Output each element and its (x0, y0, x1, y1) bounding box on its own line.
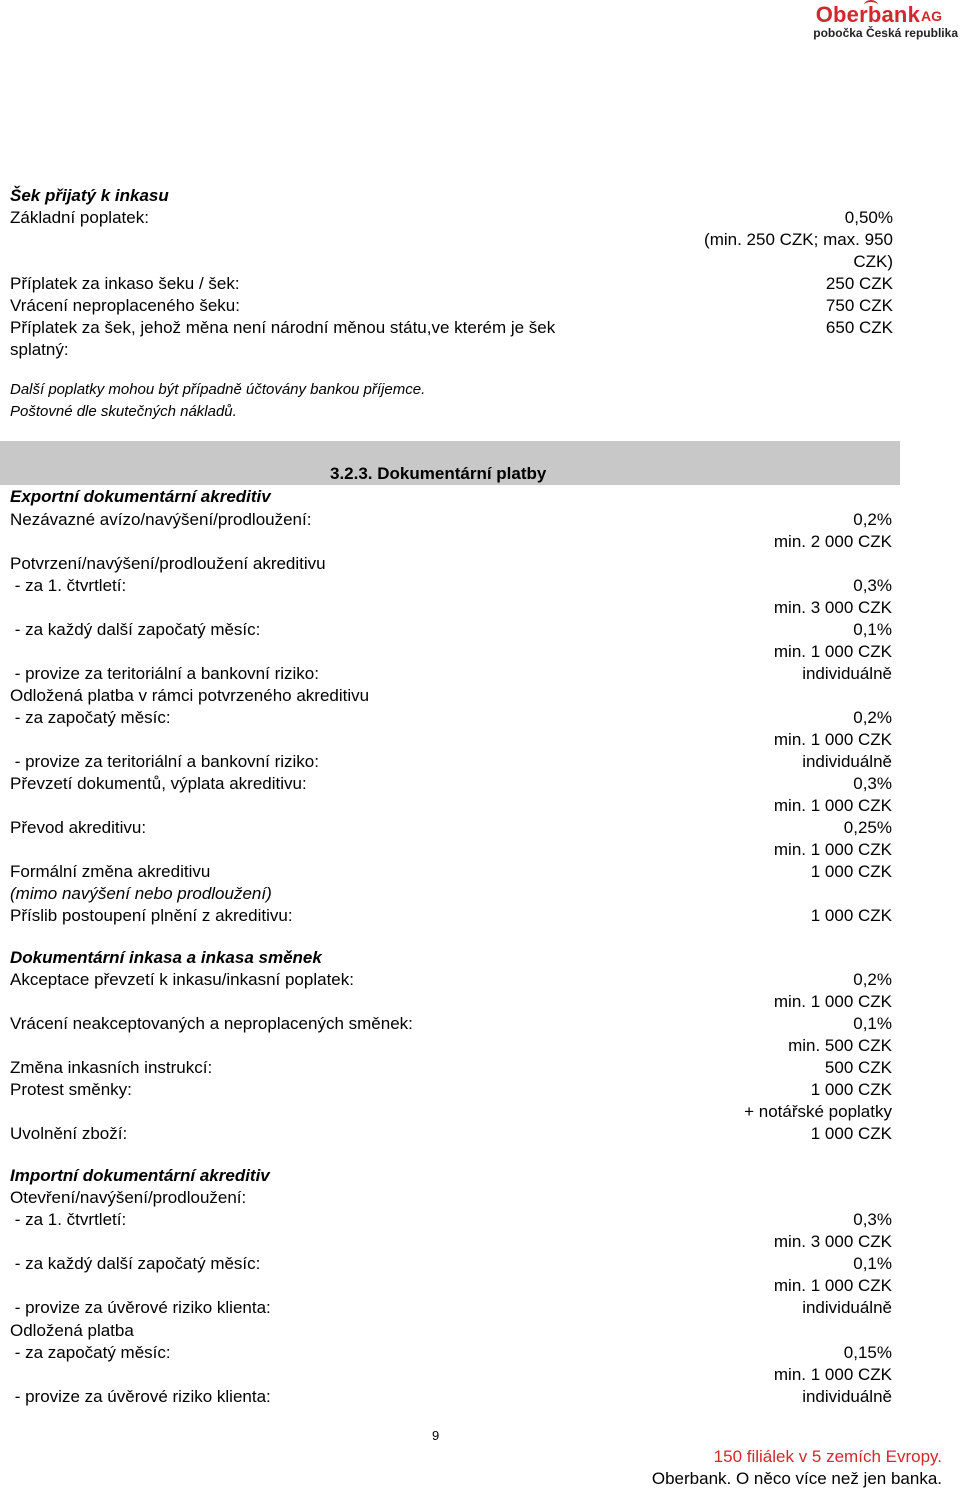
export-confirm-row (10, 553, 892, 575)
row-min: min. 3 000 CZK (773, 598, 892, 617)
row-label: - provize za teritoriální a bankovní riziko: (10, 664, 319, 683)
cheque-basic-limit-row-2 (10, 251, 893, 273)
row-label: Odložená platba (10, 1321, 134, 1340)
row-label: Nezávazné avízo/navýšení/prodloužení: (10, 510, 312, 529)
row-limit: (min. 250 CZK; max. 950 (704, 230, 893, 249)
export-heading: Exportní dokumentární akreditiv (10, 487, 271, 506)
export-advice-min-row (10, 531, 892, 553)
row-label: Odložená platba v rámci potvrzeného akreditivu (10, 686, 370, 705)
row-value: individuálně (802, 664, 892, 683)
row-label: Uvolnění zboží: (10, 1124, 128, 1143)
export-deferred-row (10, 685, 892, 707)
import-heading-row (10, 1165, 892, 1187)
export-def-month-row (10, 707, 892, 729)
collections-protest-row (10, 1079, 892, 1101)
logo-suffix: AG (921, 8, 942, 24)
row-value: 650 CZK (825, 318, 893, 337)
cheque-heading-row (10, 185, 893, 207)
footer-slogan-1: 150 filiálek v 5 zemích Evropy. (713, 1447, 942, 1466)
import-q1-row (10, 1209, 892, 1231)
collections-return-row (10, 1013, 892, 1035)
import-q1-min-row (10, 1231, 892, 1253)
row-min: min. 2 000 CZK (773, 532, 892, 551)
row-value: 500 CZK (824, 1058, 892, 1077)
footer-slogan-2: Oberbank. O něco více než jen banka. (651, 1469, 942, 1488)
export-q1-min-row (10, 597, 892, 619)
oberbank-logo (760, 2, 960, 42)
row-min: min. 1 000 CZK (773, 730, 892, 749)
collections-heading: Dokumentární inkasa a inkasa směnek (10, 948, 322, 967)
cheque-currency-row-2 (10, 339, 893, 361)
row-label: Otevření/navýšení/prodloužení: (10, 1188, 247, 1207)
export-heading-row (10, 486, 892, 508)
collections-release-row (10, 1123, 892, 1145)
export-transfer-row (10, 817, 892, 839)
row-value: 0,3% (853, 774, 892, 793)
import-def-risk-row (10, 1386, 892, 1408)
row-label: Akceptace převzetí k inkasu/inkasní poplatek: (10, 970, 354, 989)
row-value: 250 CZK (825, 274, 893, 293)
row-label: Příplatek za inkaso šeku / šek: (10, 274, 240, 293)
row-value: individuálně (802, 752, 892, 771)
row-note: (mimo navýšení nebo prodloužení) (10, 884, 272, 903)
collections-return-min-row (10, 1035, 892, 1057)
row-label: Potvrzení/navýšení/prodloužení akreditivu (10, 554, 326, 573)
row-label: Vrácení neproplaceného šeku: (10, 296, 240, 315)
collections-heading-row (10, 947, 892, 969)
import-heading: Importní dokumentární akreditiv (10, 1166, 270, 1185)
row-min: min. 1 000 CZK (773, 992, 892, 1011)
row-label: - za započatý měsíc: (10, 708, 171, 727)
row-label: - za 1. čtvrtletí: (10, 1210, 127, 1229)
row-value: 0,3% (853, 576, 892, 595)
export-docs-min-row (10, 795, 892, 817)
collections-accept-min-row (10, 991, 892, 1013)
logo-subtitle: pobočka Česká republika (813, 26, 958, 40)
cheque-note-1: Další poplatky mohou být případně účtovány bankou příjemce. (10, 381, 426, 398)
row-label: Převod akreditivu: (10, 818, 147, 837)
cheque-basic-limit-row (10, 229, 893, 251)
row-label: Převzetí dokumentů, výplata akreditivu: (10, 774, 307, 793)
row-label: - provize za teritoriální a bankovní riziko: (10, 752, 319, 771)
row-value: 0,50% (844, 208, 893, 227)
row-label: Protest směnky: (10, 1080, 132, 1099)
section-title: 3.2.3. Dokumentární platby (330, 464, 547, 483)
row-value: individuálně (802, 1387, 892, 1406)
row-label: - provize za úvěrové riziko klienta: (10, 1387, 271, 1406)
row-value: 1 000 CZK (810, 906, 892, 925)
row-value: 0,15% (843, 1343, 892, 1362)
collections-accept-row (10, 969, 892, 991)
export-risk-row (10, 663, 892, 685)
row-min: min. 1 000 CZK (773, 840, 892, 859)
export-advice-row (10, 509, 892, 531)
row-label: - provize za úvěrové riziko klienta: (10, 1298, 271, 1317)
import-risk-row (10, 1297, 892, 1319)
cheque-currency-row (10, 317, 893, 339)
row-value: 0,2% (853, 708, 892, 727)
cheque-return-row (10, 295, 893, 317)
row-value: 0,1% (853, 1254, 892, 1273)
row-min: min. 1 000 CZK (773, 1276, 892, 1295)
row-min: min. 3 000 CZK (773, 1232, 892, 1251)
row-label: Příslib postoupení plnění z akreditivu: (10, 906, 293, 925)
import-def-month-row (10, 1342, 892, 1364)
row-value: 0,25% (843, 818, 892, 837)
export-q1-row (10, 575, 892, 597)
row-value: 0,1% (853, 1014, 892, 1033)
export-docs-row (10, 773, 892, 795)
export-amend-row (10, 861, 892, 883)
row-label: splatný: (10, 340, 69, 359)
page-number: 9 (432, 1428, 440, 1443)
row-value: 750 CZK (825, 296, 893, 315)
row-label: Základní poplatek: (10, 208, 149, 227)
row-label: Změna inkasních instrukcí: (10, 1058, 213, 1077)
import-deferred-row (10, 1320, 892, 1342)
row-label: - za každý další započatý měsíc: (10, 1254, 261, 1273)
row-label: Příplatek za šek, jehož měna není národní měnou státu,ve kterém je šek (10, 318, 556, 337)
row-min: min. 1 000 CZK (773, 1365, 892, 1384)
row-value: 0,2% (853, 510, 892, 529)
export-month-row (10, 619, 892, 641)
import-month-row (10, 1253, 892, 1275)
import-def-month-min-row (10, 1364, 892, 1386)
row-value: individuálně (802, 1298, 892, 1317)
row-min: min. 500 CZK (788, 1036, 892, 1055)
export-def-month-min-row (10, 729, 892, 751)
row-label: - za započatý měsíc: (10, 1343, 171, 1362)
cheque-note-2: Poštovné dle skutečných nákladů. (10, 403, 237, 420)
row-value: 0,2% (853, 970, 892, 989)
cheque-heading: Šek přijatý k inkasu (10, 186, 169, 205)
row-label: Vrácení neakceptovaných a neproplacených směnek: (10, 1014, 413, 1033)
export-def-risk-row (10, 751, 892, 773)
cheque-basic-row (10, 207, 893, 229)
import-month-min-row (10, 1275, 892, 1297)
row-value: 0,1% (853, 620, 892, 639)
collections-protest-extra-row (10, 1101, 892, 1123)
row-value: 0,3% (853, 1210, 892, 1229)
row-value: 1 000 CZK (810, 862, 892, 881)
row-value: 1 000 CZK (810, 1080, 892, 1099)
export-assign-row (10, 905, 892, 927)
row-label: Formální změna akreditivu (10, 862, 211, 881)
logo-name: Oberbank (815, 2, 920, 27)
row-limit: CZK) (853, 252, 893, 271)
row-min: min. 1 000 CZK (773, 642, 892, 661)
export-transfer-min-row (10, 839, 892, 861)
cheque-surcharge-row (10, 273, 893, 295)
row-value: 1 000 CZK (810, 1124, 892, 1143)
collections-change-row (10, 1057, 892, 1079)
export-month-min-row (10, 641, 892, 663)
row-extra: + notářské poplatky (744, 1102, 892, 1121)
export-amend-note-row (10, 883, 892, 905)
row-label: - za každý další započatý měsíc: (10, 620, 261, 639)
import-open-row (10, 1187, 892, 1209)
row-label: - za 1. čtvrtletí: (10, 576, 127, 595)
row-min: min. 1 000 CZK (773, 796, 892, 815)
